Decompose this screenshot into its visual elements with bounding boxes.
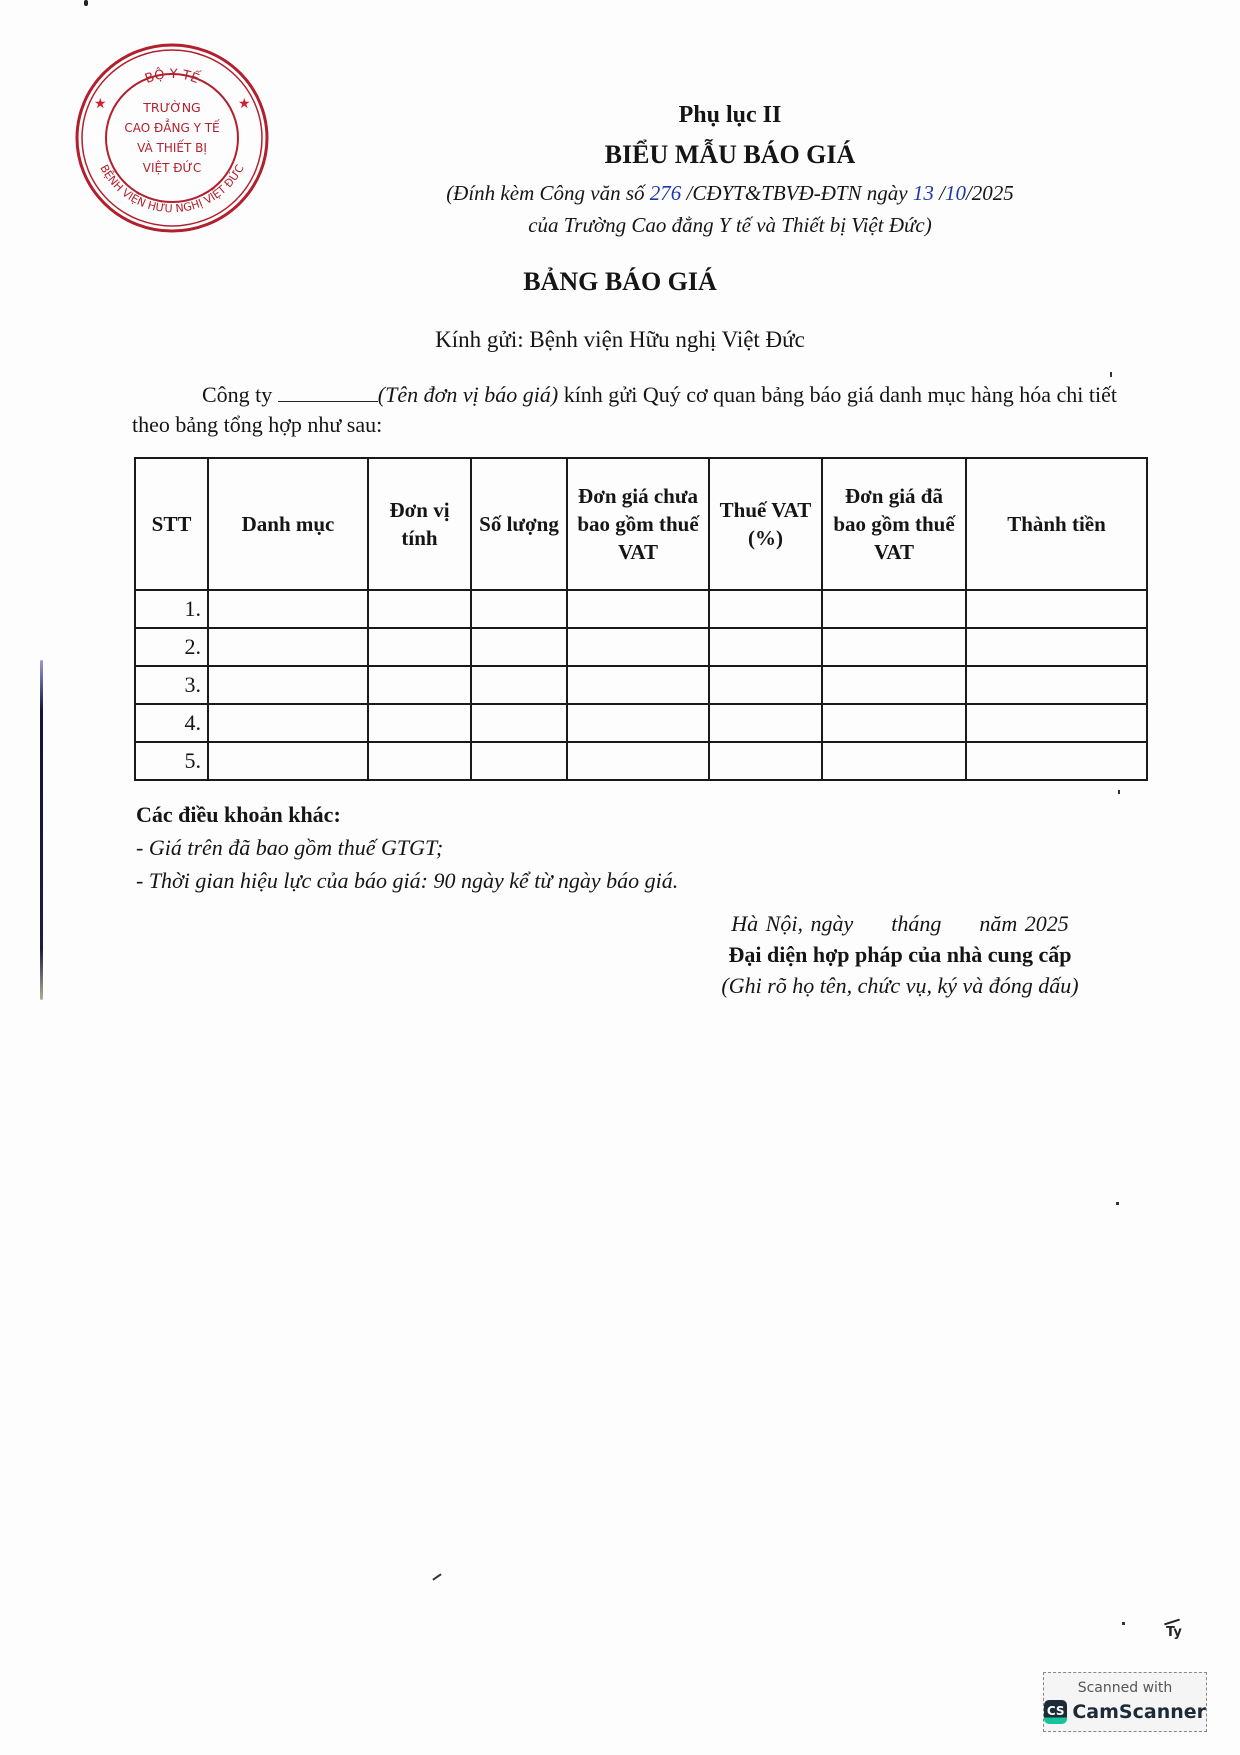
table-row	[135, 628, 1147, 666]
stamp-line: CAO ĐẲNG Y TẾ	[124, 121, 220, 135]
star-icon: ★	[238, 97, 251, 112]
quote-title: BẢNG BÁO GIÁ	[523, 267, 717, 296]
signature-block	[680, 908, 1120, 1001]
form-title: BIỂU MẪU BÁO GIÁ	[604, 140, 856, 169]
cell-total[interactable]	[966, 590, 1147, 628]
company-name-blank[interactable]	[278, 381, 378, 402]
camscanner-logo-icon: CS	[1044, 1700, 1067, 1724]
attachment-reference: (Đính kèm Công văn số 276 /CĐYT&TBVĐ-ĐTN ngày 13 /10/2025	[446, 181, 1014, 205]
appendix-label: Phụ lục II	[678, 102, 782, 128]
cell-item[interactable]	[208, 666, 368, 704]
cell-stt: 2.	[135, 628, 208, 666]
intro-paragraph	[132, 380, 1142, 440]
cell-item[interactable]	[208, 628, 368, 666]
cell-stt: 4.	[135, 704, 208, 742]
quote-table	[134, 457, 1148, 781]
table-row	[135, 704, 1147, 742]
month-label: tháng	[891, 911, 942, 936]
cell-quantity[interactable]	[471, 590, 567, 628]
star-icon: ★	[94, 97, 107, 112]
cell-total[interactable]	[966, 742, 1147, 780]
intro-text: kính gửi Quý cơ quan bảng báo giá danh mục hàng hóa chi tiết theo bảng tổng hợp như sau:	[132, 382, 1117, 437]
stamp-bottom-arc: BỆNH VIỆN HỮU NGHỊ VIỆT ĐỨC	[97, 162, 247, 216]
cell-quantity[interactable]	[471, 742, 567, 780]
cell-price-ex-vat[interactable]	[567, 590, 709, 628]
cell-price-inc-vat[interactable]	[822, 666, 966, 704]
scanned-with-label: Scanned with	[1077, 1680, 1173, 1696]
table-row	[135, 666, 1147, 704]
cell-price-ex-vat[interactable]	[567, 704, 709, 742]
cell-item[interactable]	[208, 590, 368, 628]
other-terms	[136, 798, 678, 897]
col-header-vat: Thuế VAT (%)	[709, 458, 822, 590]
company-placeholder: (Tên đơn vị báo giá)	[377, 382, 559, 407]
cell-quantity[interactable]	[471, 704, 567, 742]
year: /2025	[965, 181, 1014, 205]
scan-speck	[1118, 790, 1120, 794]
col-header-unit: Đơn vị tính	[368, 458, 471, 590]
cell-item[interactable]	[208, 742, 368, 780]
stamp-line: VÀ THIẾT BỊ	[137, 141, 207, 155]
company-label: Công ty	[202, 382, 273, 407]
cell-unit[interactable]	[368, 666, 471, 704]
cell-vat[interactable]	[709, 666, 822, 704]
scan-speck	[1110, 372, 1112, 377]
cell-total[interactable]	[966, 628, 1147, 666]
year-label: năm 2025	[979, 911, 1069, 936]
cell-price-ex-vat[interactable]	[567, 742, 709, 780]
table-row	[135, 590, 1147, 628]
cell-unit[interactable]	[368, 628, 471, 666]
month-handwritten: 10	[944, 181, 966, 205]
scan-speck	[1122, 1622, 1125, 1625]
representative-note: (Ghi rõ họ tên, chức vụ, ký và đóng dấu)	[721, 973, 1079, 998]
cell-total[interactable]	[966, 704, 1147, 742]
stamp-line: VIỆT ĐỨC	[142, 161, 202, 175]
camscanner-brand: CamScanner	[1072, 1701, 1206, 1723]
col-header-stt: STT	[135, 458, 208, 590]
issuer-line: của Trường Cao đẳng Y tế và Thiết bị Việt Đức)	[528, 213, 932, 237]
cell-price-ex-vat[interactable]	[567, 666, 709, 704]
date-prefix: ngày	[866, 181, 908, 205]
cell-unit[interactable]	[368, 742, 471, 780]
cell-stt: 5.	[135, 742, 208, 780]
cell-stt: 1.	[135, 590, 208, 628]
cell-vat[interactable]	[709, 590, 822, 628]
stamp-top-arc: BỘ Y TẾ	[143, 66, 201, 88]
col-header-quantity: Số lượng	[471, 458, 567, 590]
cell-vat[interactable]	[709, 704, 822, 742]
col-header-price-inc-vat: Đơn giá đã bao gồm thuế VAT	[822, 458, 966, 590]
attach-prefix: (Đính kèm Công văn số	[446, 181, 645, 205]
cell-quantity[interactable]	[471, 628, 567, 666]
term-item: - Giá trên đã bao gồm thuế GTGT;	[136, 835, 444, 860]
cell-price-inc-vat[interactable]	[822, 742, 966, 780]
col-header-total: Thành tiền	[966, 458, 1147, 590]
cell-quantity[interactable]	[471, 666, 567, 704]
cell-price-ex-vat[interactable]	[567, 628, 709, 666]
cell-item[interactable]	[208, 704, 368, 742]
cell-total[interactable]	[966, 666, 1147, 704]
table-header-row	[135, 458, 1147, 590]
camscanner-watermark	[1043, 1672, 1207, 1732]
scan-speck	[84, 0, 88, 6]
cell-unit[interactable]	[368, 704, 471, 742]
stamp-line: TRƯỜNG	[143, 100, 201, 115]
recipient: Kính gửi: Bệnh viện Hữu nghị Việt Đức	[435, 327, 805, 352]
cell-price-inc-vat[interactable]	[822, 628, 966, 666]
place-date-line	[680, 908, 1120, 939]
doc-number-handwritten: 276	[649, 181, 682, 205]
day-handwritten: 13	[912, 181, 934, 205]
scan-page-edge	[40, 660, 43, 1000]
table-row	[135, 742, 1147, 780]
cell-stt: 3.	[135, 666, 208, 704]
scan-speck	[432, 1573, 441, 1580]
cell-price-inc-vat[interactable]	[822, 704, 966, 742]
official-stamp	[72, 40, 272, 236]
cell-vat[interactable]	[709, 742, 822, 780]
doc-code: /CĐYT&TBVĐ-ĐTN	[686, 181, 862, 205]
cell-unit[interactable]	[368, 590, 471, 628]
place-date: Hà Nội, ngày	[731, 911, 854, 936]
cell-vat[interactable]	[709, 628, 822, 666]
scan-speck	[1116, 1202, 1119, 1205]
col-header-item: Danh mục	[208, 458, 368, 590]
representative-title: Đại diện hợp pháp của nhà cung cấp	[728, 942, 1072, 967]
terms-title: Các điều khoản khác:	[136, 802, 341, 827]
col-header-price-ex-vat: Đơn giá chưa bao gồm thuế VAT	[567, 458, 709, 590]
handwritten-initial: Ty	[1166, 1625, 1182, 1640]
term-item: - Thời gian hiệu lực của báo giá: 90 ngày kể từ ngày báo giá.	[136, 868, 679, 893]
cell-price-inc-vat[interactable]	[822, 590, 966, 628]
